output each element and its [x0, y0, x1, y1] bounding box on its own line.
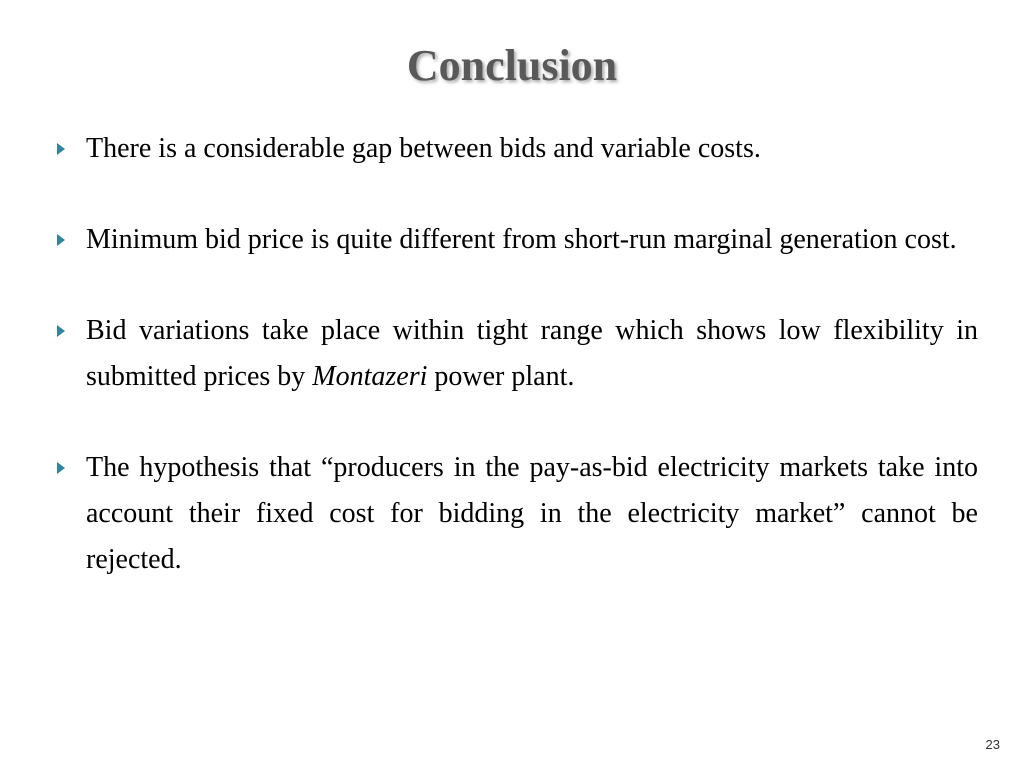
bullet-list — [56, 126, 978, 628]
bullet-item — [56, 445, 978, 583]
bullet-item — [56, 126, 978, 172]
page-number: 23 — [985, 737, 1000, 752]
bullet-text: The hypothesis that “producers in the pay-as-bid electricity markets take into account their fixed cost for bidding in the electricity market” cannot be rejected. — [86, 452, 978, 575]
bullet-text-part: Bid variations take place within tight range which shows low flexibility in submitted prices by — [86, 315, 978, 392]
bullet-item — [56, 217, 978, 263]
bullet-text: There is a considerable gap between bids and variable costs. — [86, 133, 761, 164]
triangle-bullet-icon — [56, 445, 86, 491]
bullet-item — [56, 308, 978, 400]
bullet-text — [86, 308, 978, 400]
bullet-text: Minimum bid price is quite different from short-run marginal generation cost. — [86, 224, 957, 255]
bullet-text-part: power plant. — [427, 361, 575, 392]
plant-name: Montazeri — [312, 361, 428, 392]
triangle-bullet-icon — [56, 126, 86, 172]
triangle-bullet-icon — [56, 308, 86, 354]
triangle-bullet-icon — [56, 217, 86, 263]
slide-title: Conclusion — [406, 41, 618, 90]
